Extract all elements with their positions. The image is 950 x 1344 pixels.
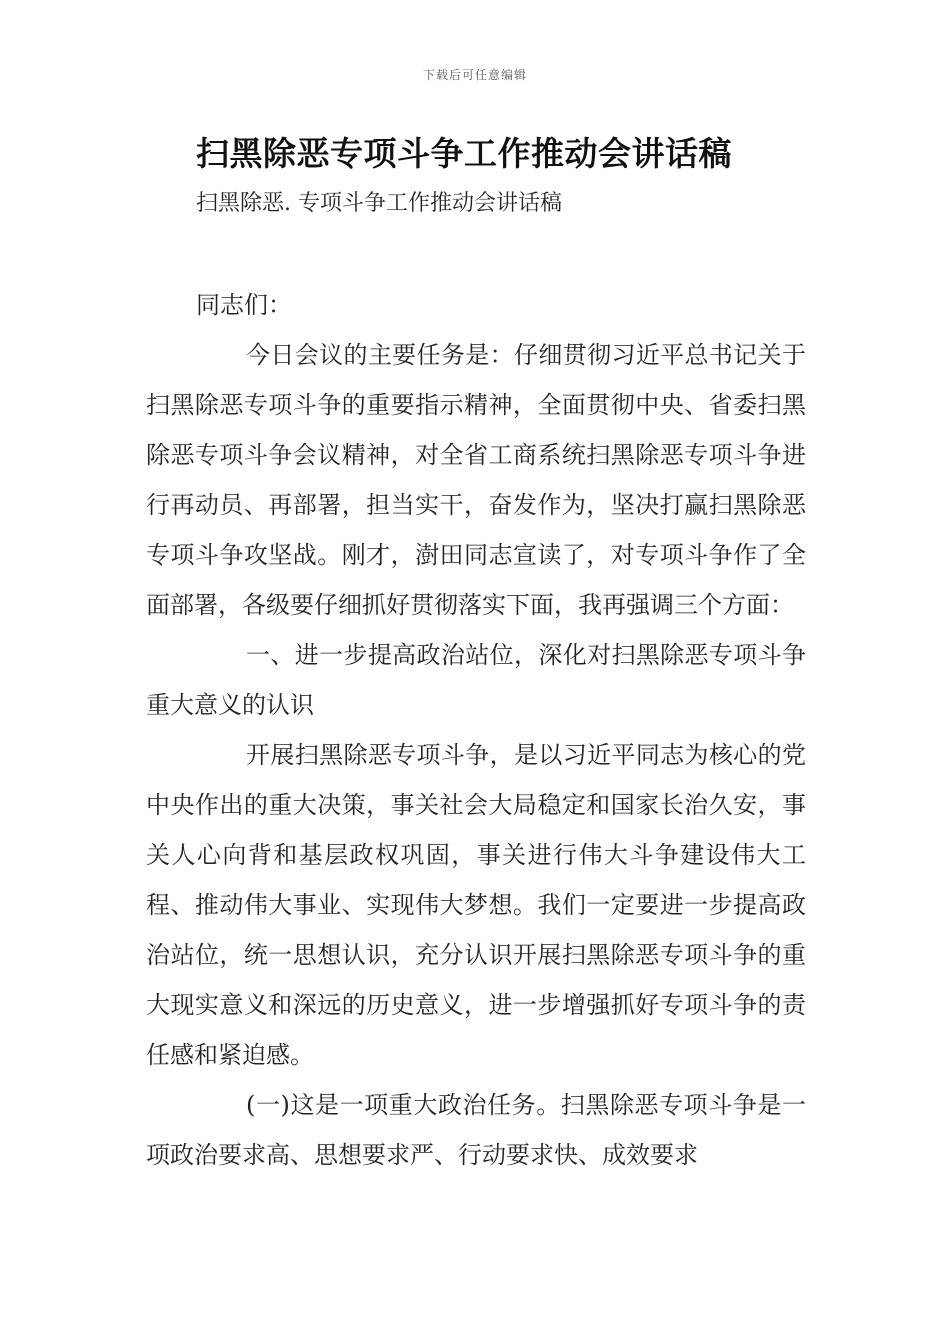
header-watermark: 下载后可任意编辑 (422, 68, 527, 82)
document-body (146, 280, 806, 1180)
document-title: 扫黑除恶专项斗争工作推动会讲话稿 (196, 134, 732, 173)
paragraph-significance: 开展扫黑除恶专项斗争，是以习近平同志为核心的党中央作出的重大决策，事关社会大局稳定和国家长治久安，事关人心向背和基层政权巩固，事关进行伟大斗争建设伟大工程、推动伟大事业、实现伟大梦想。我们一定要进一步提高政治站位，统一思想认识，充分认识开展扫黑除恶专项斗争的重大现实意义和深远的历史意义，进一步增强抓好专项斗争的责任感和紧迫感。 (146, 741, 806, 1069)
section-heading-1: 一、进一步提高政治站位，深化对扫黑除恶专项斗争重大意义的认识 (146, 641, 806, 719)
salutation: 同志们： (196, 291, 292, 319)
document-subtitle: 扫黑除恶. 专项斗争工作推动会讲话稿 (196, 191, 562, 216)
paragraph-intro: 今日会议的主要任务是：仔细贯彻习近平总书记关于扫黑除恶专项斗争的重要指示精神，全面贯彻中央、省委扫黑除恶专项斗争会议精神，对全省工商系统扫黑除恶专项斗争进行再动员、再部署，担当实干，奋发作为，坚决打赢扫黑除恶专项斗争攻坚战。刚才，澍田同志宣读了，对专项斗争作了全面部署，各级要仔细抓好贯彻落实下面，我再强调三个方面： (146, 341, 806, 619)
paragraph-subpoint-1: (一)这是一项重大政治任务。扫黑除恶专项斗争是一项政治要求高、思想要求严、行动要求快、成效要求 (146, 1091, 806, 1169)
